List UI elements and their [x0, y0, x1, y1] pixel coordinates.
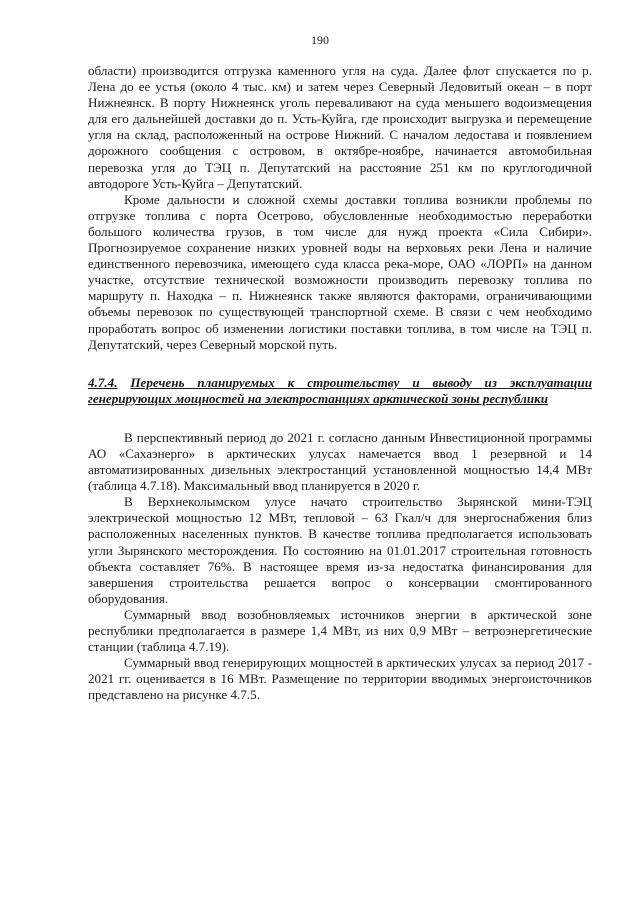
paragraph-renewables: Суммарный ввод возобновляемых источников энергии в арктической зоне республики предполагается в размере 1,4 МВт, из них 0,9 МВт – ветроэнергетические станции (таблица 4.7.19).	[88, 606, 592, 655]
paragraph-fuel-delivery-problems: Кроме дальности и сложной схемы доставки топлива возникли проблемы по отгрузке топлива с порта Осетрово, обусловленные необходимостью переработки большого количества грузов, в том числе для нужд проекта «Сила Сибири». Прогнозируемое сохранение низких уровней воды на верховьях реки Лена и наличие единственного перевозчика, имеющего суда класса река-море, ОАО «ЛОРП» на данном участке, отсутствие технической возможности производить перевозку топлива по маршруту п. Находка – п. Нижнеянск также являются факторами, ограничивающими объемы перевозок по существующей транспортной схеме. В связи с чем необходимо проработать вопрос об изменении логистики поставки топлива, в том числе на ТЭЦ п. Депутатский, через Северный морской путь.	[88, 191, 592, 352]
page-body	[88, 63, 592, 703]
paragraph-zyryanka-chp: В Верхнеколымском улусе начато строительство Зырянской мини-ТЭЦ электрической мощностью 12 МВт, тепловой – 63 Гкал/ч для энергоснабжения близ расположенных населенных пунктов. В качестве топлива предполагается использовать угли Зырянского месторождения. По состоянию на 01.01.2017 строительная готовность объекта составляет 76%. В настоящее время из-за недостатка финансирования для завершения строительства решается вопрос о консервации смонтированного оборудования.	[88, 494, 592, 606]
section-heading-text: Перечень планируемых к строительству и выводу из эксплуатации генерирующих мощностей на электростанциях арктической зоны республики	[88, 374, 592, 406]
paragraph-total-capacity: Суммарный ввод генерирующих мощностей в арктических улусах за период 2017 - 2021 гг. оценивается в 16 МВт. Размещение по территории вводимых энергоисточников представлено на рисунке 4.7.5.	[88, 655, 592, 703]
paragraph-continuation: области) производится отгрузка каменного угля на суда. Далее флот спускается по р. Лена до ее устья (около 4 тыс. км) и затем через Северный Ледовитый океан – в порт Нижнеянск. В порту Нижнеянск уголь переваливают на суда меньшего водоизмещения для его дальнейшей доставки до п. Усть-Куйга, где происходит выгрузка и перемещение угля на склад, расположенный на острове Нижний. С началом ледостава и появлением дорожного сообщения с островом, в октябре-ноябре, начинается автомобильная перевозка угля до ТЭЦ п. Депутатский на расстояние 251 км по круглогодичной автодороге Усть-Куйга – Депутатский.	[88, 63, 592, 191]
section-heading	[88, 375, 592, 407]
paragraph-investment-program: В перспективный период до 2021 г. согласно данным Инвестиционной программы АО «Сахаэнерго» в арктических улусах намечается ввод 1 резервной и 14 автоматизированных дизельных электростанций установленной мощностью 14,4 МВт (таблица 4.7.18). Максимальный ввод планируется в 2020 г.	[88, 429, 592, 494]
section-heading-number: 4.7.4.	[88, 374, 118, 390]
page-number: 190	[311, 33, 329, 47]
